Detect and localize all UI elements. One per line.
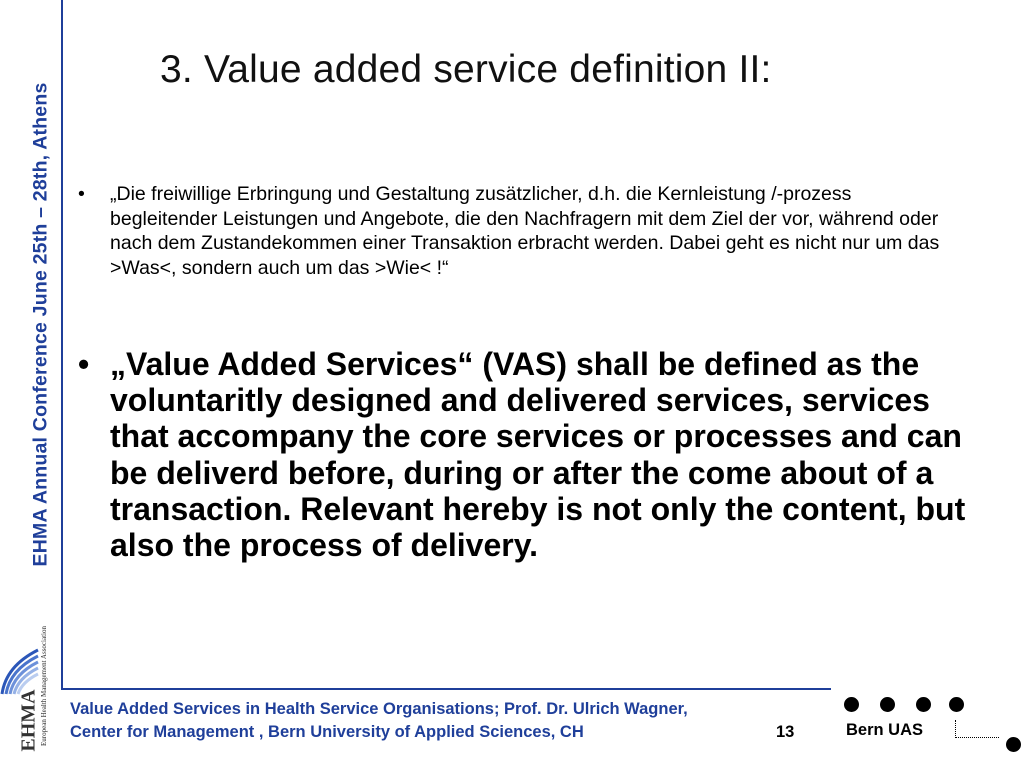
logo-dotted-line: [955, 737, 999, 739]
logo-acronym-text: EHMA: [17, 688, 40, 752]
bullet-text: „Die freiwillige Erbringung und Gestaltung zusätzlicher, d.h. die Kernleistung /-prozess begleitender Leistungen und Angebote, die den Nachfragern mit dem Ziel der vor, während oder nach dem Zustandekommen einer Transaktion erbracht werden. Dabei geht es nicht nur um das >Was<, sondern auch um das >Wie< !“: [110, 183, 940, 279]
logo-dot-icon: [844, 697, 859, 712]
logo-acronym: [16, 676, 42, 764]
institution-name: Bern UAS: [846, 721, 924, 739]
bullet-marker: •: [78, 183, 85, 205]
bullet-german-definition: [78, 182, 958, 280]
association-name-text: European Health Management Association: [40, 626, 48, 746]
ehma-logo: [0, 606, 62, 768]
left-vertical-rule: [61, 0, 63, 690]
footer-line-1: Value Added Services in Health Service Organisations; Prof. Dr. Ulrich Wagner,: [70, 700, 688, 718]
logo-dotted-line: [955, 720, 957, 738]
bullet-english-definition: [78, 346, 968, 563]
conference-caption-text: EHMA Annual Conference June 25th – 28th, Athens: [29, 82, 52, 566]
conference-caption: [23, 44, 59, 604]
logo-dot-icon: [949, 697, 964, 712]
bullet-text: „Value Added Services“ (VAS) shall be defined as the voluntaritly designed and delivered services, services that accompany the core services or processes and can be deliverd before, during or after the come about of a transaction. Relevant hereby is not only the content, but also the process of delivery.: [110, 346, 966, 564]
logo-dot-icon: [1006, 737, 1021, 752]
slide-title: 3. Value added service definition II:: [160, 48, 772, 91]
bullet-marker: •: [78, 346, 90, 382]
footer-rule: [61, 688, 831, 690]
logo-dot-icon: [916, 697, 931, 712]
footer-line-2: Center for Management , Bern University of Applied Sciences, CH: [70, 723, 584, 741]
logo-dot-icon: [880, 697, 895, 712]
page-number: 13: [776, 723, 795, 741]
